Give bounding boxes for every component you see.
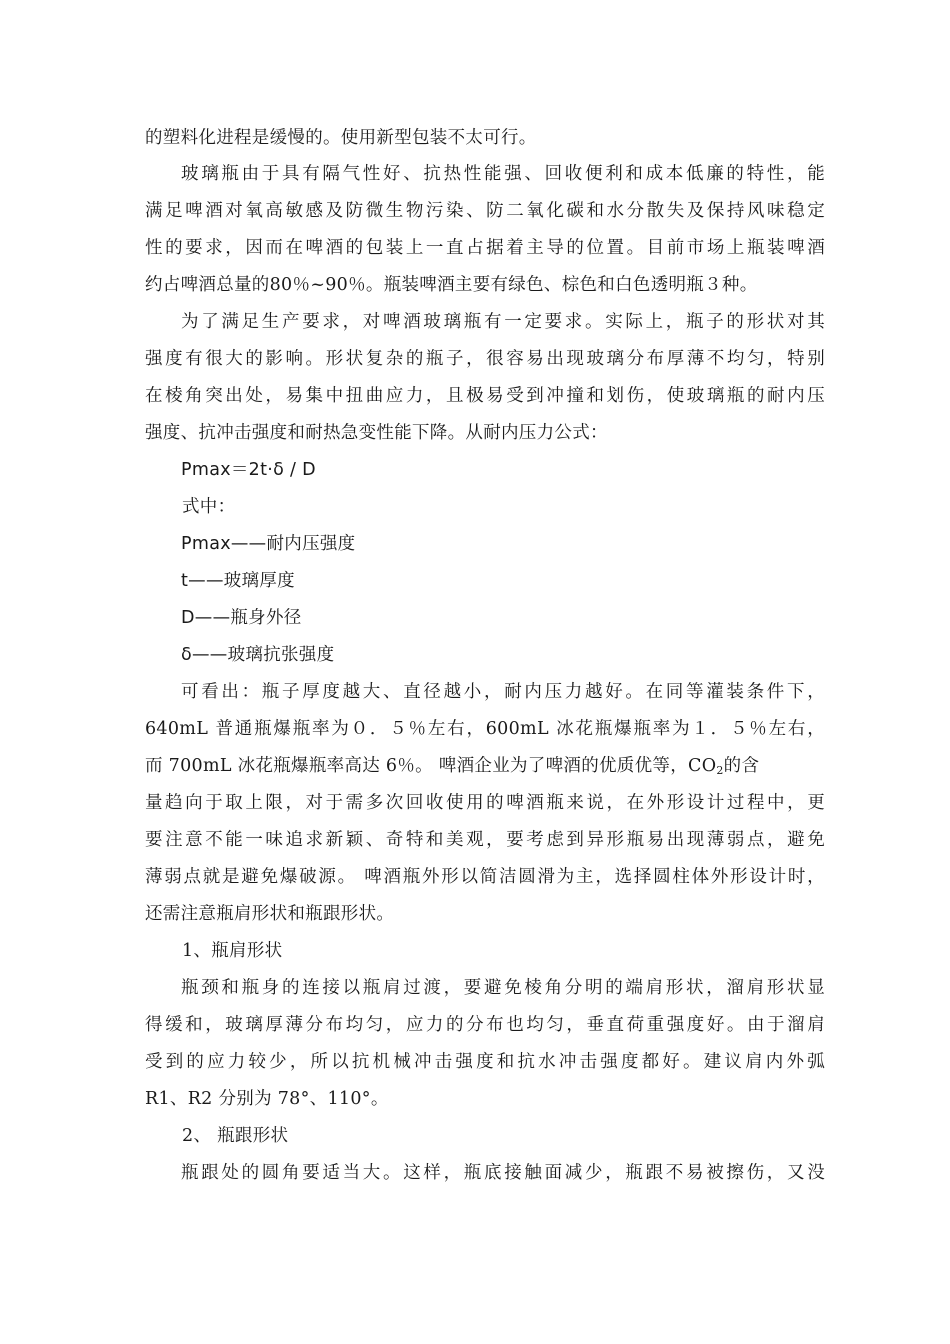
text-line: 满足啤酒对氧高敏感及防微生物污染、防二氧化碳和水分散失及保持风味稳定 (145, 201, 825, 221)
text-line: R1、R2 分别为 78°、110°。 (145, 1089, 389, 1109)
section-heading: 2、 瓶跟形状 (182, 1126, 289, 1146)
text-line: 的塑料化进程是缓慢的。使用新型包装不太可行。 (145, 128, 537, 148)
text-line: 强度、抗冲击强度和耐热急变性能下降。从耐内压力公式： (145, 423, 608, 443)
formula: Pmax＝2t·δ / D (181, 460, 316, 480)
formula-variable: D——瓶身外径 (181, 608, 302, 628)
text-line: 强度有很大的影响。形状复杂的瓶子，很容易出现玻璃分布厚薄不均匀，特别 (145, 349, 825, 369)
text-line: 得缓和，玻璃厚薄分布均匀，应力的分布也均匀，垂直荷重强度好。由于溜肩 (145, 1015, 825, 1035)
section-heading: 1、瓶肩形状 (182, 941, 283, 961)
text-line: 要注意不能一味追求新颖、奇特和美观，要考虑到异形瓶易出现薄弱点，避免 (145, 830, 825, 850)
formula-variable: Pmax——耐内压强度 (181, 534, 356, 554)
paragraph-first-line: 瓶跟处的圆角要适当大。这样，瓶底接触面减少，瓶跟不易被擦伤，又没 (181, 1163, 825, 1183)
paragraph-first-line: 玻璃瓶由于具有隔气性好、抗热性能强、回收便利和成本低廉的特性，能 (181, 164, 825, 184)
text-line: 薄弱点就是避免爆破源。 啤酒瓶外形以简洁圆滑为主，选择圆柱体外形设计时， (145, 867, 825, 887)
text-line (145, 755, 825, 777)
subscript: 2 (716, 764, 724, 777)
paragraph-first-line: 为了满足生产要求，对啤酒玻璃瓶有一定要求。实际上，瓶子的形状对其 (181, 312, 825, 332)
text-line: 640mL 普通瓶爆瓶率为０．５％左右，600mL 冰花瓶爆瓶率为１．５％左右， (145, 719, 825, 739)
text-line: 量趋向于取上限，对于需多次回收使用的啤酒瓶来说，在外形设计过程中，更 (145, 793, 825, 813)
text-fragment: 的含 (723, 756, 760, 776)
formula-variable: δ——玻璃抗张强度 (181, 645, 335, 665)
text-line: 在棱角突出处，易集中扭曲应力，且极易受到冲撞和划伤，使玻璃瓶的耐内压 (145, 386, 825, 406)
text-line: 受到的应力较少，所以抗机械冲击强度和抗水冲击强度都好。建议肩内外弧 (145, 1052, 825, 1072)
formula-caption: 式中： (182, 497, 236, 517)
text-line: 性的要求，因而在啤酒的包装上一直占据着主导的位置。目前市场上瓶装啤酒 (145, 238, 825, 258)
paragraph-first-line: 瓶颈和瓶身的连接以瓶肩过渡，要避免棱角分明的端肩形状，溜肩形状显 (181, 978, 825, 998)
text-line: 约占啤酒总量的80％~90％。瓶装啤酒主要有绿色、棕色和白色透明瓶３种。 (145, 275, 758, 295)
text-line: 还需注意瓶肩形状和瓶跟形状。 (145, 904, 395, 924)
formula-variable: t——玻璃厚度 (181, 571, 295, 591)
paragraph-first-line: 可看出：瓶子厚度越大、直径越小，耐内压力越好。在同等灌装条件下， (181, 682, 825, 702)
text-fragment: 而 700mL 冰花瓶爆瓶率高达 6％。 啤酒企业为了啤酒的优质优等，CO (145, 756, 717, 776)
